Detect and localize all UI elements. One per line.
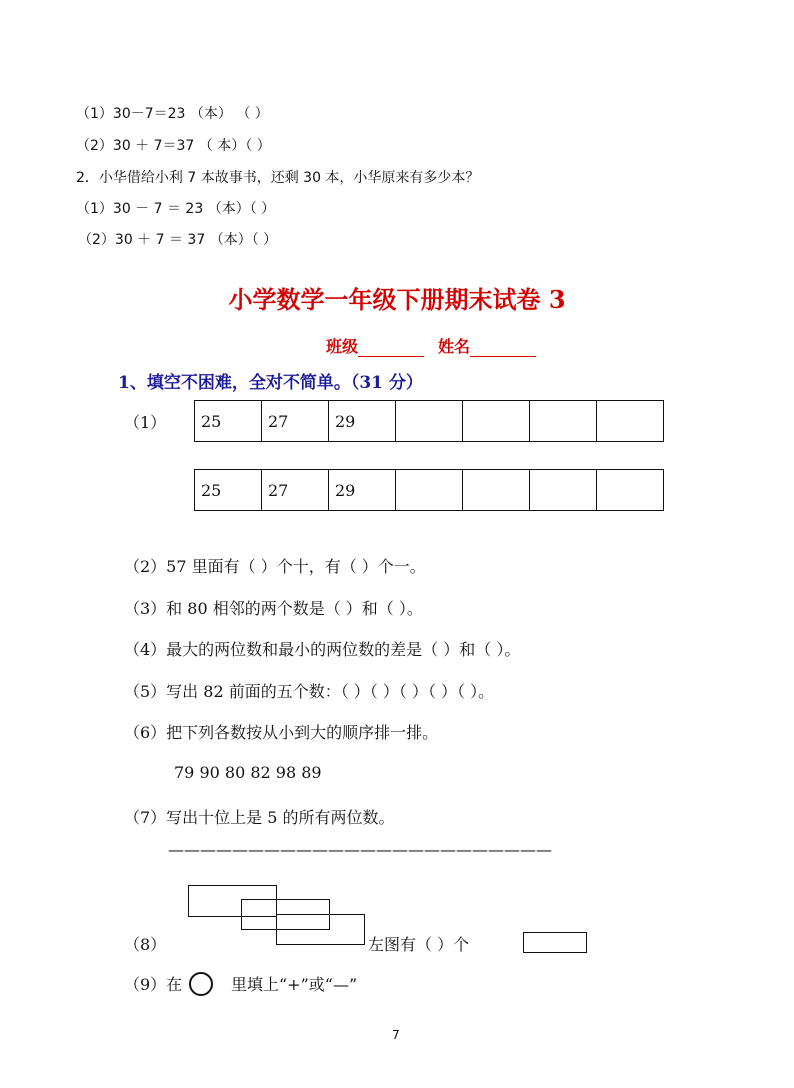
prev-line-2: （2）30 ＋ 7＝37 （ 本）（ ） [76, 138, 271, 154]
q7-answer-line: ———————————————————————— [168, 840, 552, 859]
q8-label: （8） [124, 935, 167, 954]
question-6: （6）把下列各数按从小到大的顺序排一排。 [124, 723, 439, 742]
seq1-cell [530, 401, 597, 442]
seq2-cell [597, 470, 664, 511]
exam-title: 小学数学一年级下册期末试卷 3 [228, 285, 566, 314]
seq2-cell: 25 [195, 470, 262, 511]
seq2-cell [396, 470, 463, 511]
rect-shape [276, 914, 365, 945]
question-2: （2）57 里面有（ ）个十，有（ ）个一。 [124, 557, 426, 576]
sequence-table-1 [194, 400, 664, 442]
seq2-cell: 29 [329, 470, 396, 511]
q9-prefix: （9）在 [124, 975, 183, 994]
q6-numbers: 79 90 80 82 98 89 [174, 763, 322, 782]
class-blank [358, 340, 424, 357]
name-blank [470, 340, 536, 357]
section-1-heading: 1、填空不困难，全对不简单。（31 分） [118, 373, 423, 393]
class-label: 班级 [326, 337, 359, 356]
sequence-table-2 [194, 469, 664, 511]
q8-answer-box [523, 932, 587, 953]
seq2-cell: 27 [262, 470, 329, 511]
page-number: 7 [392, 1028, 400, 1042]
seq1-cell [463, 401, 530, 442]
q9-suffix: 里填上“+”或“—” [231, 975, 358, 994]
question-7: （7）写出十位上是 5 的所有两位数。 [124, 808, 395, 827]
name-label: 姓名 [438, 337, 471, 356]
seq1-cell: 27 [262, 401, 329, 442]
operator-circle [189, 972, 213, 996]
prev-line-1: （1）30－7＝23 （本） （ ） [76, 106, 269, 122]
question-3: （3）和 80 相邻的两个数是（ ）和（ ）。 [124, 599, 423, 618]
prev-line-3: （1）30 － 7 ＝ 23 （本）（ ） [76, 201, 276, 217]
seq2-cell [530, 470, 597, 511]
q1-label: （1） [124, 413, 167, 432]
q8-text: 左图有（ ）个 [368, 935, 470, 954]
class-name-line [326, 334, 536, 357]
seq1-cell [396, 401, 463, 442]
question-5: （5）写出 82 前面的五个数：（ ）（ ）（ ）（ ）（ ）。 [124, 682, 495, 701]
seq1-cell: 29 [329, 401, 396, 442]
question-4: （4）最大的两位数和最小的两位数的差是（ ）和（ ）。 [124, 640, 521, 659]
seq1-cell: 25 [195, 401, 262, 442]
seq1-cell [597, 401, 664, 442]
seq2-cell [463, 470, 530, 511]
prev-line-4: （2）30 ＋ 7 ＝ 37 （本）（ ） [78, 232, 278, 248]
prev-question-2: 2．小华借给小利 7 本故事书，还剩 30 本，小华原来有多少本？ [76, 170, 480, 186]
